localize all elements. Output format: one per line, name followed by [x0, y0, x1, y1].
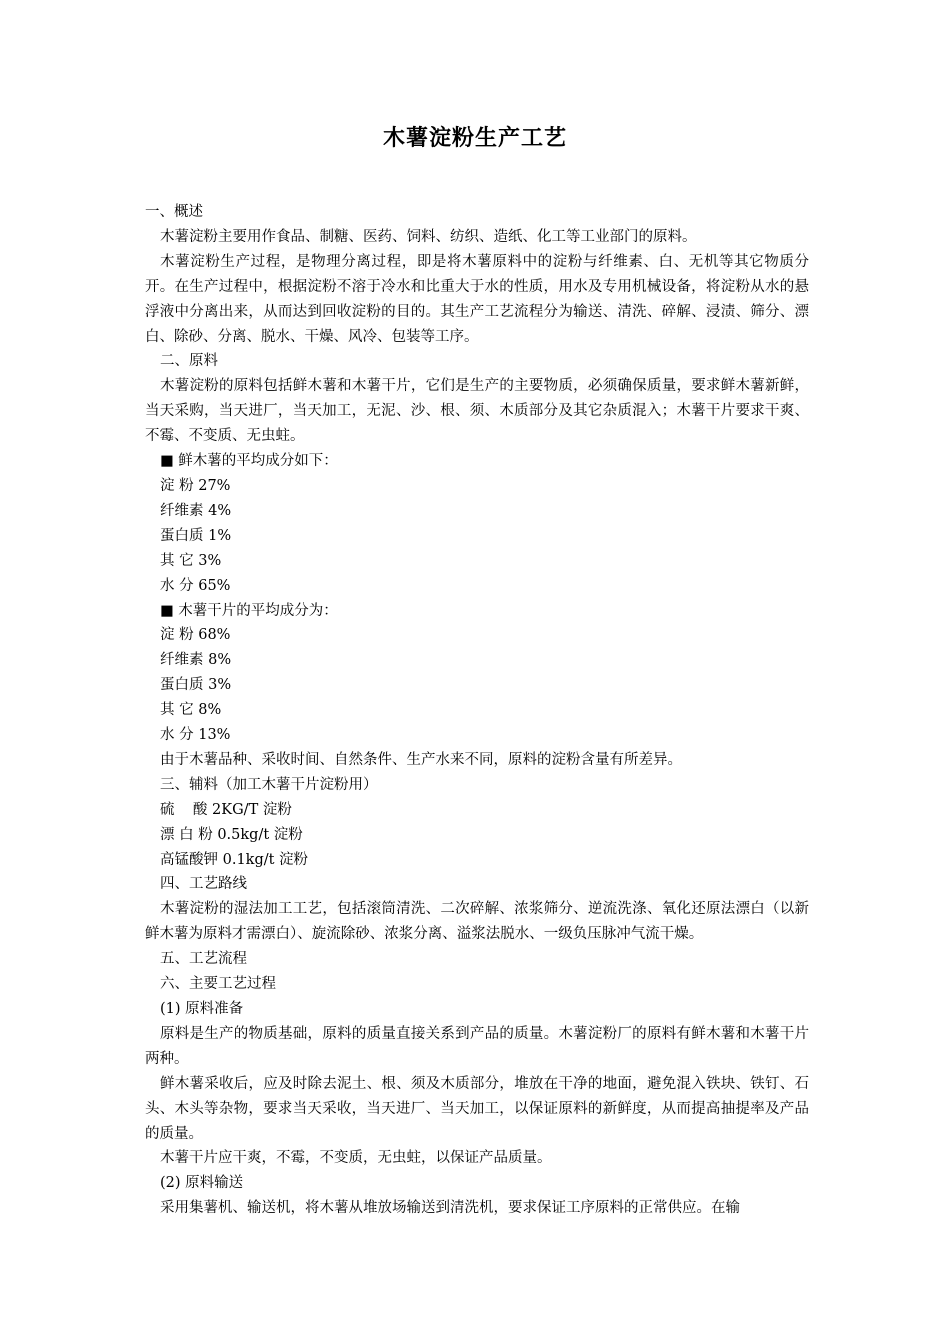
list-item: 硫 酸 2KG/T 淀粉: [160, 801, 292, 818]
list-item: 纤维素 8%: [160, 652, 232, 669]
list-item: 其 它 8%: [160, 702, 222, 719]
paragraph: 采用集薯机、输送机，将木薯从堆放场输送到清洗机，要求保证工序原料的正常供应。在输: [160, 1200, 740, 1217]
paragraph: 由于木薯品种、采收时间、自然条件、生产水来不同，原料的淀粉含量有所差异。: [160, 751, 682, 768]
section-heading-auxiliary-materials: 三、辅料（加工木薯干片淀粉用）: [160, 776, 378, 793]
list-item: 蛋白质 3%: [160, 677, 232, 694]
section-heading-main-process: 六、主要工艺过程: [160, 976, 276, 993]
document-title: 木薯淀粉生产工艺: [382, 126, 567, 151]
paragraph: 木薯淀粉的湿法加工工艺，包括滚筒清洗、二次碎解、浓浆筛分、逆流洗涤、氧化还原法漂白（以新鲜木薯为原料才需漂白）、旋流除砂、浓浆分离、溢浆法脱水、一级负压脉冲气流干燥。: [145, 901, 809, 943]
paragraph: 木薯淀粉主要用作食品、制糖、医药、饲料、纺织、造纸、化工等工业部门的原料。: [160, 228, 697, 245]
subsection-heading: (2) 原料输送: [160, 1175, 244, 1192]
list-item: 高锰酸钾 0.1kg/t 淀粉: [160, 851, 309, 868]
list-item: 淀 粉 27%: [160, 477, 231, 494]
list-item: 淀 粉 68%: [160, 627, 231, 644]
list-item: 蛋白质 1%: [160, 527, 232, 544]
section-heading-raw-materials: 二、原料: [160, 353, 218, 370]
section-heading-process-flow: 五、工艺流程: [160, 951, 247, 968]
list-item: 纤维素 4%: [160, 502, 232, 519]
subsection-heading: (1) 原料准备: [160, 1001, 244, 1017]
paragraph: 木薯淀粉生产过程，是物理分离过程，即是将木薯原料中的淀粉与纤维素、白、无机等其它物质分开。在生产过程中，根据淀粉不溶于冷水和比重大于水的性质，用水及专用机械设备，将淀粉从水的悬浮液中分离出来，从而达到回收淀粉的目的。其生产工艺流程分为输送、清洗、碎解、浸渍、筛分、漂白、除砂、分离、脱水、干燥、风冷、包装等工序。: [145, 253, 809, 345]
list-item: 水 分 13%: [160, 727, 231, 744]
section-heading-overview: 一、概述: [145, 204, 203, 220]
paragraph: 木薯干片应干爽，不霉，不变质，无虫蛀，以保证产品质量。: [160, 1150, 552, 1167]
list-heading: ■ 鲜木薯的平均成分如下：: [160, 453, 338, 470]
paragraph: 原料是生产的物质基础，原料的质量直接关系到产品的质量。木薯淀粉厂的原料有鲜木薯和木薯干片两种。: [145, 1025, 809, 1067]
list-item: 漂 白 粉 0.5kg/t 淀粉: [160, 826, 303, 843]
list-heading: ■ 木薯干片的平均成分为：: [160, 602, 338, 619]
list-item: 其 它 3%: [160, 552, 222, 569]
section-heading-process-route: 四、工艺路线: [160, 876, 247, 893]
document-body: [145, 200, 809, 1221]
paragraph: 鲜木薯采收后，应及时除去泥土、根、须及木质部分，堆放在干净的地面，避免混入铁块、铁钉、石头、木头等杂物，要求当天采收，当天进厂、当天加工，以保证原料的新鲜度，从而提高抽提率及产品的质量。: [145, 1075, 809, 1142]
list-item: 水 分 65%: [160, 577, 231, 594]
paragraph: 木薯淀粉的原料包括鲜木薯和木薯干片，它们是生产的主要物质，必须确保质量，要求鲜木薯新鲜，当天采购，当天进厂，当天加工，无泥、沙、根、须、木质部分及其它杂质混入；木薯干片要求干爽、不霉、不变质、无虫蛀。: [145, 378, 809, 445]
